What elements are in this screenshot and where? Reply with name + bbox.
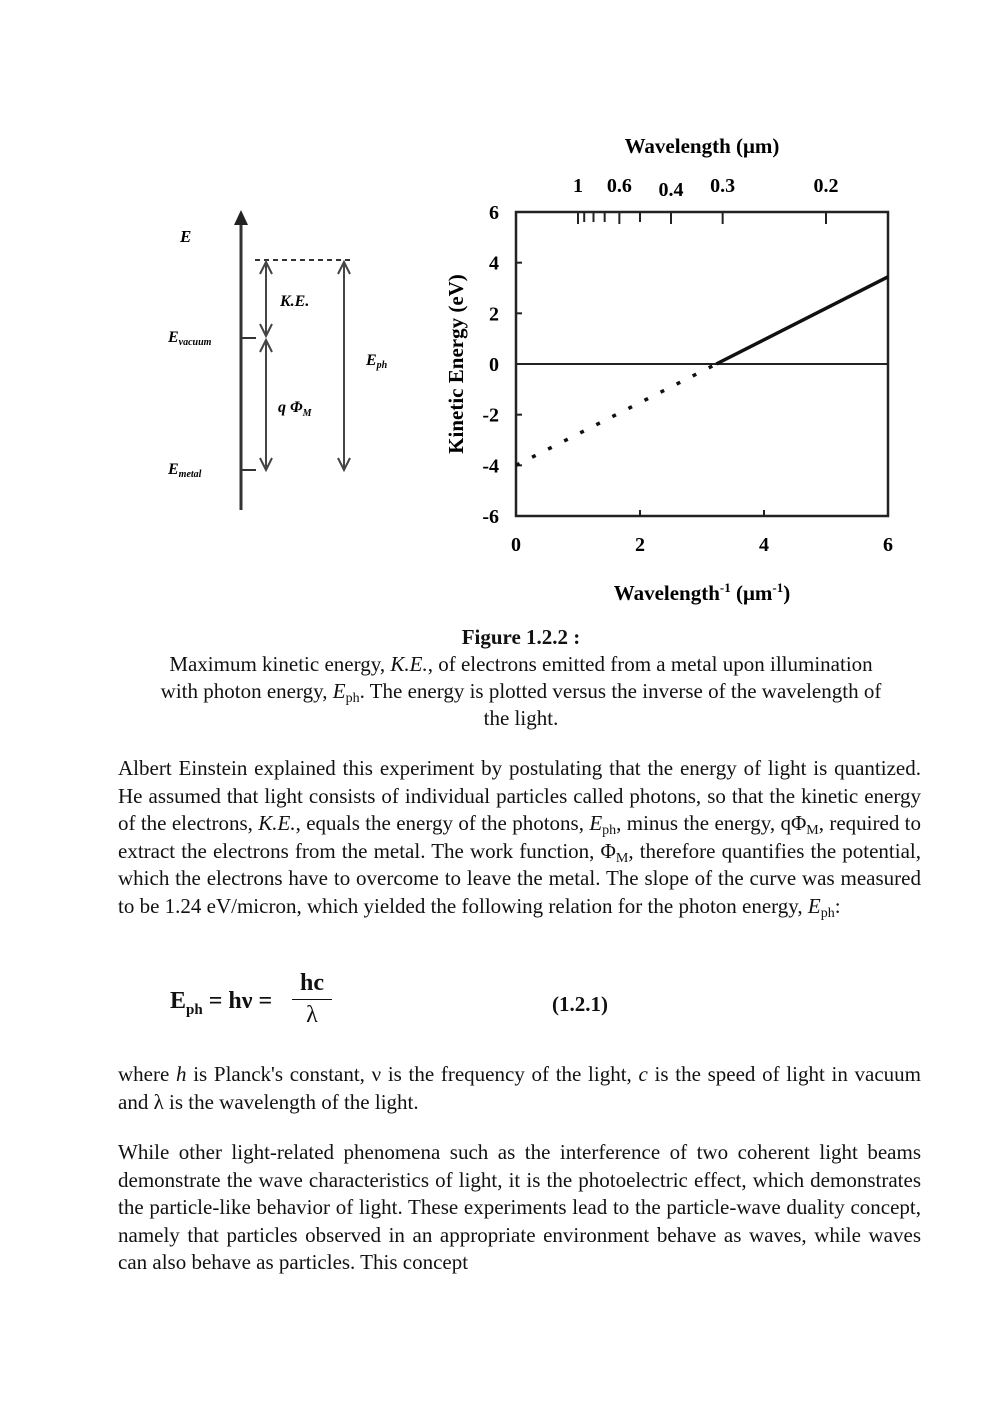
evacuum-sub: vacuum	[178, 337, 212, 348]
y-tick-label: 2	[489, 303, 499, 326]
x-axis-label-part: -1	[772, 580, 784, 595]
energy-axis-label: E	[180, 227, 192, 246]
ke-label: K.E.	[280, 293, 310, 310]
y-tick-label: -6	[482, 506, 499, 528]
paragraph-einstein: Albert Einstein explained this experiment by postulating that the energy of light is quantized. He assumed that light consists of individual particles called photons, so that the kinetic energy of the electrons, K.E., equals the energy of the photons, $E_{ph}$, minus the energy, $q\Phi_M$, required to extract the electrons from the metal. The work function, $\Phi_M$, therefore quantifies the potential, which the electrons have to overcome to leave the metal. The slope of the curve was measured to be 1.24 eV/micron, which yielded the following relation for the photon energy, $E_{ph}$:	[118, 756, 922, 921]
evacuum-label: E	[168, 329, 179, 346]
extrapolated-line	[516, 364, 716, 465]
emetal-sub: metal	[178, 469, 202, 480]
emetal-label: E	[168, 461, 179, 478]
y-tick-label: 6	[489, 202, 499, 224]
figure-title: Figure 1.2.2 :	[461, 625, 581, 649]
svg-text:Emetal	[167, 461, 202, 480]
x-tick-label: 2	[635, 534, 645, 556]
y-tick-label: 0	[489, 354, 499, 376]
x-tick-label: 4	[759, 534, 769, 556]
x-axis-label-part: (μm	[730, 581, 773, 605]
work-function-sub: M	[302, 408, 312, 419]
x-axis-label-part: -1	[719, 580, 731, 595]
eph-label: E	[366, 352, 377, 369]
kinetic-energy-chart	[430, 125, 920, 615]
x-axis-label	[614, 580, 791, 605]
top-tick-label: 0.4	[658, 179, 684, 201]
x-tick-label: 0	[511, 534, 521, 556]
y-tick-label: -2	[482, 404, 499, 427]
figure-caption	[118, 624, 924, 732]
eph-sub: ph	[376, 360, 388, 371]
top-tick-label: 1	[573, 175, 583, 197]
svg-text:q ΦM	[278, 399, 313, 419]
x-tick-label: 6	[883, 534, 893, 556]
y-tick-label: 4	[489, 252, 499, 275]
equation-lhs: $E_{ph} = h\nu$ =	[170, 988, 279, 1018]
paragraph-definitions: where h is Planck's constant, ν is the frequency of the light, c is the speed of light in vacuum and λ is the wavelength of the light.	[118, 1062, 921, 1114]
x-axis-label-part: Wavelength	[613, 581, 720, 605]
top-tick-label: 0.3	[710, 175, 736, 197]
svg-text:Evacuum	[167, 329, 212, 348]
y-tick-label: -4	[482, 455, 499, 478]
top-tick-label: 0.6	[606, 175, 632, 197]
top-axis-title: Wavelength (μm)	[624, 134, 780, 158]
x-axis-label-part: )	[783, 581, 791, 605]
y-axis-label: Kinetic Energy (eV)	[444, 274, 468, 454]
equation-number: (1.2.1)	[552, 992, 608, 1016]
svg-text:Eph	[365, 352, 388, 371]
caption-line-3: the light.	[483, 706, 559, 730]
caption-line-1: Maximum kinetic energy, K.E., of electrons emitted from a metal upon illumination	[169, 652, 873, 676]
top-tick-label: 0.2	[813, 175, 839, 197]
energy-axis-arrowhead	[234, 210, 248, 225]
caption-line-2: with photon energy, $E_{ph}$. The energy is plotted versus the inverse of the wavelength of	[160, 679, 882, 706]
measured-line	[716, 277, 888, 364]
energy-diagram	[150, 200, 420, 520]
equation-fraction: $\frac{hc}{\lambda}$	[292, 970, 332, 1029]
equation-1-2-1	[170, 970, 630, 1040]
work-function-label: q Φ	[278, 399, 303, 416]
paragraph-duality: While other light-related phenomena such as the interference of two coherent light beams demonstrate the wave characteristics of light, it is the photoelectric effect, which demonstrates the particle-like behavior of light. These experiments lead to the particle-wave duality concept, namely that particles observed in an appropriate environment behave as waves, while waves can also behave as particles. This concept	[118, 1140, 921, 1274]
